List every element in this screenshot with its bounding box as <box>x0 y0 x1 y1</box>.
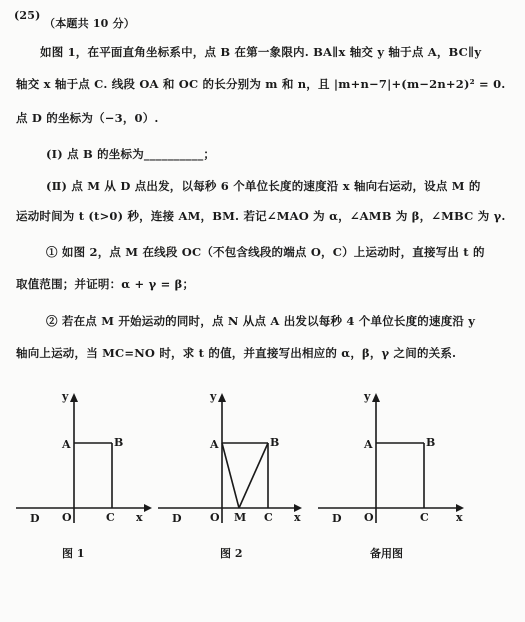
label-B: B <box>426 436 436 449</box>
label-C: C <box>264 511 273 524</box>
label-B: B <box>270 436 280 449</box>
label-y: y <box>62 390 69 403</box>
label-O: O <box>364 511 374 524</box>
label-B: B <box>114 436 124 449</box>
label-y: y <box>210 390 217 403</box>
y-axis-arrow <box>218 393 226 402</box>
figure-2-diagram <box>156 388 306 528</box>
problem-line-10: 轴向上运动，当 MC=NO 时，求 t 的值，并直接写出相应的 α，β，γ 之间的关系. <box>16 346 457 360</box>
label-x: x <box>456 511 463 524</box>
figure-3 <box>316 388 476 532</box>
label-O: O <box>210 511 220 524</box>
problem-line-6: 运动时间为 t (t>0) 秒，连接 AM，BM. 若记∠MAO 为 α，∠AMB 为 β，∠MBC 为 γ. <box>16 209 506 223</box>
y-axis-arrow <box>70 393 78 402</box>
label-D: D <box>30 512 40 525</box>
y-axis-arrow <box>372 393 380 402</box>
problem-line-9: ② 若在点 M 开始运动的同时，点 N 从点 A 出发以每秒 4 个单位长度的速度沿 y <box>46 314 476 328</box>
label-A: A <box>210 438 219 451</box>
figure-3-caption: 备用图 <box>370 547 403 560</box>
label-C: C <box>106 511 115 524</box>
problem-line-2: 轴交 x 轴于点 C. 线段 OA 和 OC 的长分别为 m 和 n，且 |m+n−7|+(m−2n+2)² = 0. <box>16 77 506 91</box>
x-axis-arrow <box>144 504 152 512</box>
problem-line-4: (Ⅰ) 点 B 的坐标为__________； <box>46 147 216 161</box>
segment-AM <box>222 443 239 508</box>
figure-1-diagram <box>14 388 154 528</box>
label-O: O <box>62 511 72 524</box>
label-x: x <box>294 511 301 524</box>
label-A: A <box>364 438 373 451</box>
problem-number: (25) <box>14 9 41 22</box>
label-C: C <box>420 511 429 524</box>
figure-1-caption: 图 1 <box>62 547 85 560</box>
problem-line-7: ① 如图 2，点 M 在线段 OC（不包含线段的端点 O，C）上运动时，直接写出 t 的 <box>46 245 485 259</box>
label-M: M <box>234 511 247 524</box>
label-D: D <box>332 512 342 525</box>
figure-2-caption: 图 2 <box>220 547 243 560</box>
label-x: x <box>136 511 143 524</box>
figure-2 <box>156 388 306 532</box>
label-A: A <box>62 438 71 451</box>
figure-1 <box>14 388 154 532</box>
label-y: y <box>364 390 371 403</box>
segment-BM <box>239 443 268 508</box>
label-D: D <box>172 512 182 525</box>
problem-line-1: 如图 1，在平面直角坐标系中，点 B 在第一象限内. BA∥x 轴交 y 轴于点 A，BC∥y <box>40 45 482 59</box>
problem-line-5: (Ⅱ) 点 M 从 D 点出发，以每秒 6 个单位长度的速度沿 x 轴向右运动，设点 M 的 <box>46 179 481 193</box>
figure-3-diagram <box>316 388 476 528</box>
problem-score: （本题共 10 分） <box>44 17 135 30</box>
problem-line-3: 点 D 的坐标为（−3，0）. <box>16 111 159 125</box>
problem-line-8: 取值范围；并证明：α + γ = β； <box>16 277 195 291</box>
